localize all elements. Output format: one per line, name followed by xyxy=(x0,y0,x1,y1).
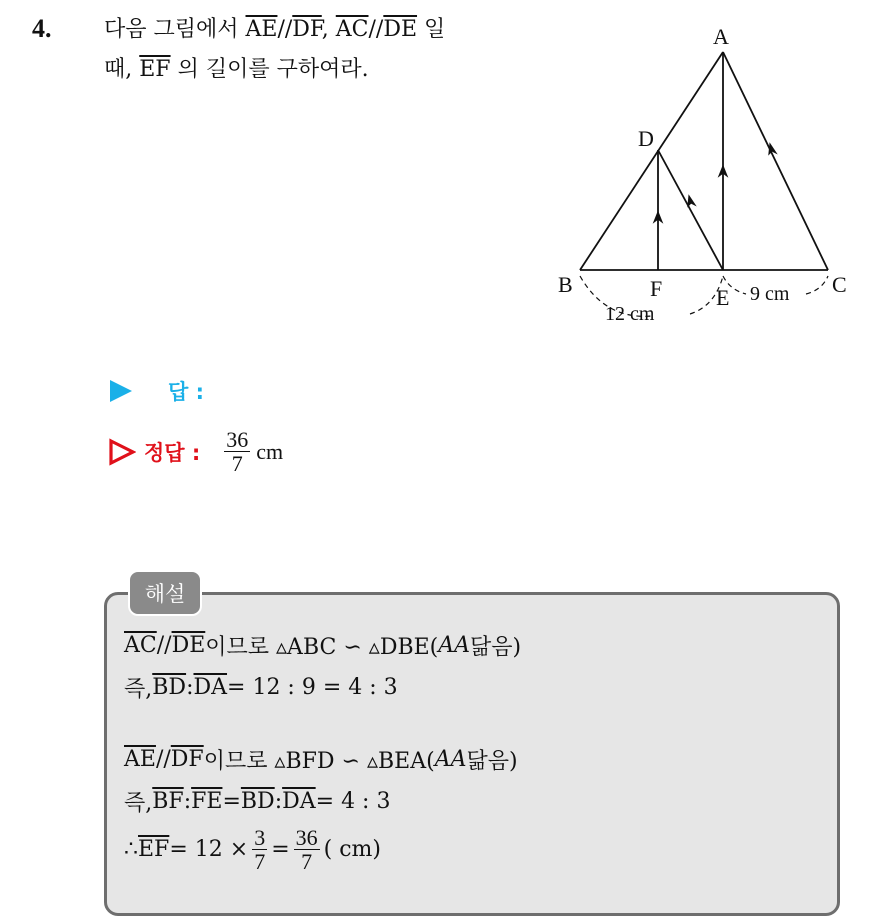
numerator: 3 xyxy=(254,825,266,850)
parallel-sign: // xyxy=(155,747,171,772)
solution-text: 이므로 ▵BFD ∽ ▵BEA( xyxy=(203,749,435,774)
answer-unit: cm xyxy=(256,438,284,464)
label-E: E xyxy=(716,285,730,310)
label-B: B xyxy=(558,272,573,297)
side-AB xyxy=(580,52,723,270)
answer-row xyxy=(108,376,204,406)
segment-EF: $\overline{EF}$ xyxy=(139,57,171,82)
solution-line-4 xyxy=(124,786,390,817)
answer-fraction xyxy=(224,428,250,475)
parallel-arrow-icon xyxy=(688,196,695,206)
segment-FE: $\overline{FE}$ xyxy=(191,789,223,814)
solution-text: : xyxy=(186,675,194,700)
segment-DE: $\overline{DE}$ xyxy=(383,17,418,42)
solution-text: : xyxy=(183,789,192,814)
solution-line-2 xyxy=(124,672,398,703)
question-number: 4. xyxy=(32,14,52,43)
solution-text: = xyxy=(222,789,241,814)
parallel-sign: // xyxy=(156,633,172,658)
segment-DE: $\overline{DE}$ xyxy=(171,633,206,658)
segment-BD: $\overline{BD}$ xyxy=(152,675,187,700)
solution-text: 즉, xyxy=(124,677,153,702)
solution-text: 닮음) xyxy=(466,749,518,774)
solution-text: 즉, xyxy=(124,791,153,816)
numerator: 36 xyxy=(295,825,318,850)
parallel-sign: // xyxy=(277,17,293,42)
denominator: 7 xyxy=(254,849,266,875)
question-text: 일 xyxy=(417,17,446,42)
parallel-sign: // xyxy=(368,17,384,42)
question-text: 의 길이를 구하여라. xyxy=(170,57,369,82)
segment-DA: $\overline{DA}$ xyxy=(282,789,316,814)
solution-text: = 12 × xyxy=(169,837,249,863)
correct-marker-icon xyxy=(108,438,136,466)
answer-numerator: 36 xyxy=(226,427,249,452)
label-F: F xyxy=(650,276,663,301)
solution-line-5 xyxy=(124,826,381,873)
question-text: 때, xyxy=(104,57,140,82)
segment-DF: $\overline{DF}$ xyxy=(292,17,322,42)
solution-text: 닮음) xyxy=(470,635,522,660)
question-text: 다음 그림에서 xyxy=(104,17,246,42)
question-line-2 xyxy=(104,52,369,83)
side-AC xyxy=(723,52,828,270)
solution-text: = 4 : 3 xyxy=(315,789,391,814)
dimension-label-BE: 12 cm xyxy=(605,303,655,325)
dimension-label-EC: 9 cm xyxy=(750,283,790,305)
segment-BF: $\overline{BF}$ xyxy=(152,789,184,814)
comma: , xyxy=(321,17,336,42)
dimension-arc-EC xyxy=(806,276,828,294)
segment-BD: $\overline{BD}$ xyxy=(240,789,275,814)
parallel-arrow-icon xyxy=(769,144,776,154)
segment-DE-line xyxy=(658,150,723,270)
correct-answer-row xyxy=(108,428,283,475)
unit: ( cm) xyxy=(323,837,381,863)
solution-text: = xyxy=(271,837,290,863)
segment-EF: $\overline{EF}$ xyxy=(138,837,170,863)
solution-line-3 xyxy=(124,744,518,775)
solution-text: : xyxy=(274,789,283,814)
therefore-sign: ∴ xyxy=(124,837,138,863)
solution-line-1 xyxy=(124,630,521,661)
similarity-condition: AA xyxy=(438,633,471,658)
question-line-1 xyxy=(104,12,445,43)
segment-AE: $\overline{AE}$ xyxy=(124,747,156,772)
similarity-condition: AA xyxy=(434,747,467,772)
fraction-36-7 xyxy=(294,826,320,873)
answer-label: 답 : xyxy=(168,380,204,404)
segment-DA: $\overline{DA}$ xyxy=(193,675,228,700)
label-A: A xyxy=(713,24,729,49)
triangle-figure xyxy=(540,20,870,340)
segment-AE: $\overline{AE}$ xyxy=(245,17,278,42)
answer-marker-icon xyxy=(108,378,134,404)
denominator: 7 xyxy=(301,849,313,875)
answer-denominator: 7 xyxy=(231,451,243,477)
label-C: C xyxy=(832,272,847,297)
solution-text: = 12 : 9 = 4 : 3 xyxy=(227,675,398,700)
segment-AC: $\overline{AC}$ xyxy=(124,633,157,658)
segment-DF: $\overline{DF}$ xyxy=(170,747,204,772)
correct-answer-label: 정답 : xyxy=(144,440,201,465)
solution-tag: 해설 xyxy=(128,570,202,616)
fraction-3-7 xyxy=(252,826,267,873)
solution-text: 이므로 ▵ABC ∽ ▵DBE( xyxy=(205,635,439,660)
label-D: D xyxy=(638,126,654,151)
segment-AC: $\overline{AC}$ xyxy=(335,17,369,42)
